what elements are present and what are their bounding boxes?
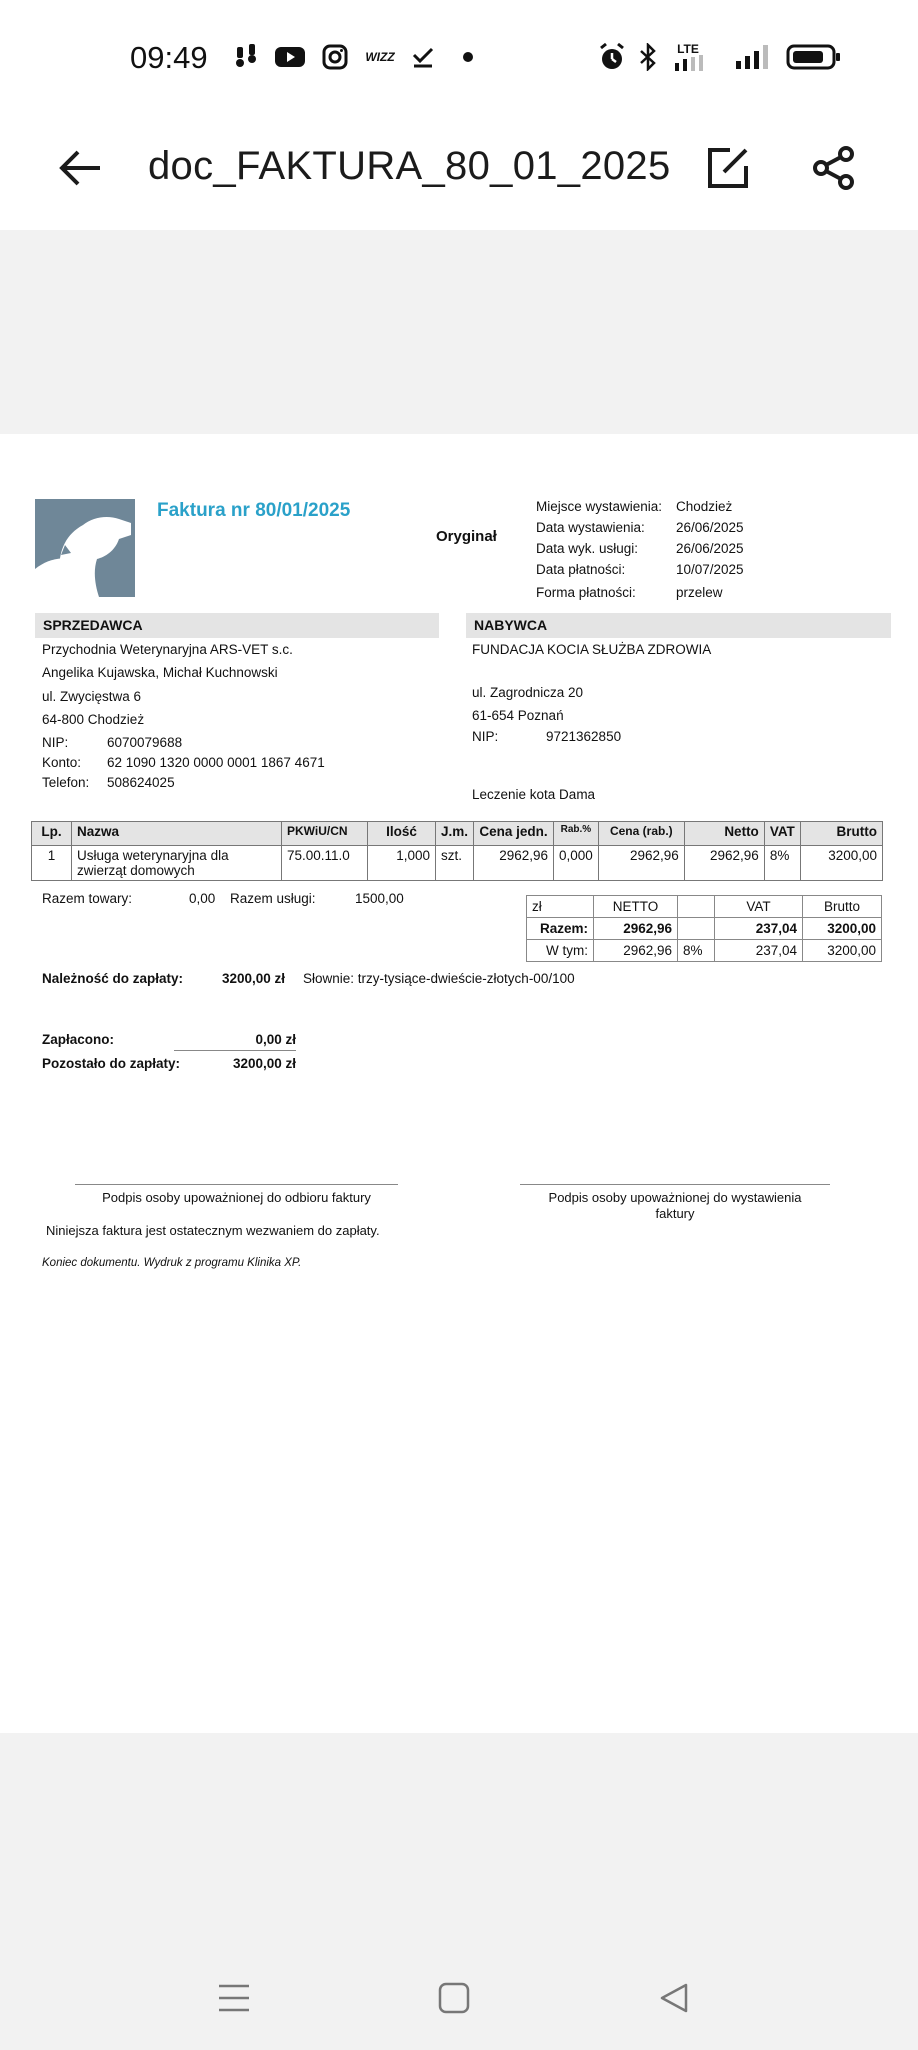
seller-phone: 508624025: [107, 775, 175, 790]
summary-incl-net: 2962,96: [594, 940, 678, 962]
summary-total-gross: 3200,00: [803, 918, 882, 940]
col-net: Netto: [684, 822, 764, 846]
seller-phone-label: Telefon:: [42, 775, 90, 790]
edit-button[interactable]: [700, 140, 756, 196]
meta-value: 26/06/2025: [676, 520, 744, 535]
summary-empty: [678, 918, 715, 940]
issuer-signature-line: [520, 1184, 830, 1185]
col-qty: Ilość: [368, 822, 436, 846]
end-note: Koniec dokumentu. Wydruk z programu Klinika XP.: [42, 1257, 302, 1269]
home-square-icon: [437, 1981, 471, 2015]
goods-total-label: Razem towary:: [42, 891, 133, 906]
issuer-signature-label-line2: faktury: [655, 1206, 695, 1221]
cell-price-after: 2962,96: [598, 846, 684, 881]
viewer-background-top: [0, 230, 918, 434]
vat-summary-table: [526, 895, 882, 962]
col-gross: Brutto: [800, 822, 882, 846]
meta-label: Miejsce wystawienia:: [536, 499, 663, 514]
alarm-icon: [596, 42, 628, 72]
goods-total-value: 0,00: [189, 891, 216, 906]
invoice-title: Faktura nr 80/01/2025: [157, 500, 351, 521]
items-header-row: [32, 822, 883, 846]
home-button[interactable]: [426, 1970, 482, 2026]
due-label: Należność do zapłaty:: [42, 971, 184, 986]
col-pkwiu: PKWiU/CN: [282, 822, 368, 846]
cell-gross: 3200,00: [800, 846, 882, 881]
dot-icon: [458, 42, 478, 72]
seller-account: 62 1090 1320 0000 0001 1867 4671: [107, 755, 325, 770]
items-table: [31, 821, 883, 881]
cell-pkwiu: 75.00.11.0: [282, 846, 368, 881]
share-button[interactable]: [806, 140, 862, 196]
seller-street: ul. Zwycięstwa 6: [42, 689, 142, 704]
paid-underline: [174, 1050, 296, 1051]
document-page[interactable]: [0, 434, 918, 1733]
seller-nip: 6070079688: [107, 735, 183, 750]
col-lp: Lp.: [32, 822, 72, 846]
back-button[interactable]: [52, 140, 108, 196]
summary-incl-vat: 237,04: [715, 940, 803, 962]
paid-label: Zapłacono:: [42, 1032, 115, 1047]
status-clock: 09:49: [130, 40, 208, 75]
summary-total-net: 2962,96: [594, 918, 678, 940]
amount-in-words: Słownie: trzy-tysiące-dwieście-złotych-00/100: [303, 971, 575, 986]
back-triangle-icon: [657, 1981, 691, 2015]
cell-name: [72, 846, 282, 881]
services-total-value: 1500,00: [355, 891, 404, 906]
seller-nip-label: NIP:: [42, 735, 69, 750]
buyer-city: 61-654 Poznań: [472, 708, 564, 723]
buyer-nip: 9721362850: [546, 729, 622, 744]
meta-value: 10/07/2025: [676, 562, 744, 577]
cell-unit-price: 2962,96: [474, 846, 554, 881]
system-back-button[interactable]: [646, 1970, 702, 2026]
status-bar: [0, 0, 918, 110]
paid-amount: 0,00 zł: [255, 1032, 296, 1047]
seller-header: SPRZEDAWCA: [35, 613, 439, 638]
summary-empty: [678, 896, 715, 918]
navigation-bar: [0, 1940, 918, 2050]
due-amount: 3200,00 zł: [222, 971, 286, 986]
summary-incl-gross: 3200,00: [803, 940, 882, 962]
summary-net-header: NETTO: [594, 896, 678, 918]
meta-label: Data wyk. usługi:: [536, 541, 639, 556]
receiver-signature-label: Podpis osoby upoważnionej do odbioru faktury: [102, 1190, 371, 1205]
summary-currency: zł: [527, 896, 594, 918]
menu-icon: [217, 1981, 251, 2015]
buyer-name: FUNDACJA KOCIA SŁUŻBA ZDROWIA: [472, 642, 712, 657]
seller-name: Przychodnia Weterynaryjna ARS-VET s.c.: [42, 642, 293, 657]
cell-lp: 1: [32, 846, 72, 881]
document-title: doc_FAKTURA_80_01_2025: [148, 144, 671, 188]
summary-total-vat: 237,04: [715, 918, 803, 940]
lte-signal-icon: LTE: [668, 42, 708, 72]
summary-incl-rate: 8%: [678, 940, 715, 962]
col-unit: J.m.: [436, 822, 474, 846]
seller-city: 64-800 Chodzież: [42, 712, 145, 727]
wizz-icon: WIZZ: [365, 50, 395, 64]
remaining-label: Pozostało do zapłaty:: [42, 1056, 181, 1071]
meta-label: Data płatności:: [536, 562, 626, 577]
check-icon: [410, 42, 436, 72]
summary-gross-header: Brutto: [803, 896, 882, 918]
cell-name-line2: zwierząt domowych: [77, 863, 195, 878]
remaining-amount: 3200,00 zł: [232, 1056, 296, 1071]
cell-vat: 8%: [764, 846, 800, 881]
summary-vat-header: VAT: [715, 896, 803, 918]
issuer-signature-label-line1: Podpis osoby upoważnionej do wystawienia: [548, 1190, 802, 1205]
bluetooth-icon: [636, 42, 660, 72]
cell-unit: szt.: [436, 846, 474, 881]
notification-dot-icon: [232, 42, 260, 72]
buyer-header: NABYWCA: [466, 613, 891, 638]
summary-incl-label: W tym:: [527, 940, 594, 962]
meta-value: 26/06/2025: [676, 541, 744, 556]
cell-discount: 0,000: [554, 846, 599, 881]
recent-apps-button[interactable]: [206, 1970, 262, 2026]
signal-icon: [732, 42, 772, 72]
meta-value: Chodzież: [676, 499, 733, 514]
final-notice: Niniejsza faktura jest ostatecznym wezwaniem do zapłaty.: [46, 1223, 380, 1238]
cell-name-line1: Usługa weterynaryjna dla: [77, 848, 229, 863]
col-unit-price: Cena jedn.: [474, 822, 554, 846]
summary-total-label: Razem:: [527, 918, 594, 940]
meta-value: przelew: [676, 585, 723, 600]
receiver-signature-line: [75, 1184, 398, 1185]
meta-label: Forma płatności:: [536, 585, 636, 600]
meta-label: Data wystawienia:: [536, 520, 645, 535]
original-label: Oryginał: [436, 528, 497, 545]
buyer-note: Leczenie kota Dama: [472, 787, 596, 802]
app-bar: [0, 110, 918, 230]
instagram-icon: [320, 42, 350, 72]
table-row: [32, 846, 883, 881]
summary-total-row: [527, 918, 882, 940]
cell-net: 2962,96: [684, 846, 764, 881]
summary-incl-row: [527, 940, 882, 962]
buyer-nip-label: NIP:: [472, 729, 499, 744]
share-icon: [811, 145, 857, 191]
clinic-logo: [35, 499, 135, 597]
col-name: Nazwa: [72, 822, 282, 846]
viewer-background-bottom: [0, 1733, 918, 1940]
seller-owners: Angelika Kujawska, Michał Kuchnowski: [42, 665, 278, 680]
col-vat: VAT: [764, 822, 800, 846]
summary-header-row: [527, 896, 882, 918]
seller-account-label: Konto:: [42, 755, 82, 770]
youtube-icon: [273, 42, 307, 72]
battery-icon: [784, 42, 844, 72]
cell-qty: 1,000: [368, 846, 436, 881]
col-price-after: Cena (rab.): [598, 822, 684, 846]
buyer-street: ul. Zagrodnicza 20: [472, 685, 584, 700]
edit-icon: [706, 146, 750, 190]
col-discount: Rab.%: [554, 822, 599, 846]
arrow-left-icon: [56, 148, 104, 188]
services-total-label: Razem usługi:: [230, 891, 316, 906]
